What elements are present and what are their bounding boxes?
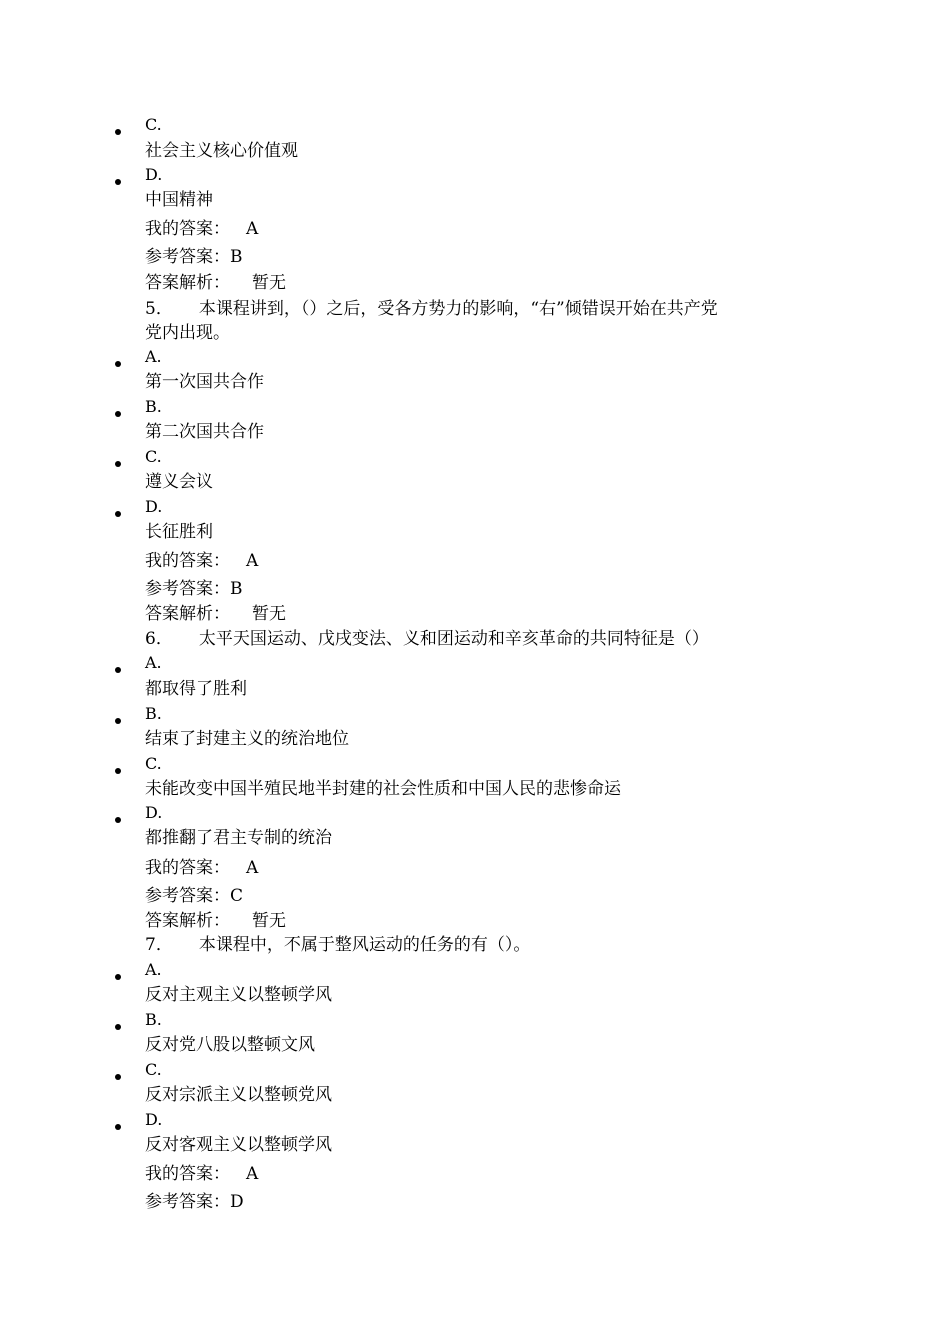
list-bullet — [115, 461, 121, 467]
question-number: 7． — [145, 935, 173, 955]
option-text: 未能改变中国半殖民地半封建的社会性质和中国人民的悲惨命运 — [145, 779, 621, 799]
list-bullet — [115, 1124, 121, 1130]
analysis-value: 暂无 — [252, 604, 286, 624]
option-text: 反对宗派主义以整顿党风 — [145, 1085, 332, 1105]
my-answer-row — [145, 550, 258, 572]
list-bullet — [115, 129, 121, 135]
option-letter: D. — [145, 165, 163, 184]
ref-answer-label: 参考答案： — [145, 247, 230, 267]
analysis-value: 暂无 — [252, 273, 286, 293]
analysis-label: 答案解析： — [145, 911, 230, 931]
option-letter: C. — [145, 115, 162, 134]
ref-answer-label: 参考答案： — [145, 1192, 230, 1212]
ref-answer-row — [145, 1191, 244, 1213]
question-text: 本课程中，不属于整风运动的任务的有（）。 — [198, 935, 531, 955]
option-letter: B. — [145, 1010, 162, 1029]
ref-answer-row — [145, 578, 243, 600]
option-letter: B. — [145, 704, 162, 723]
list-bullet — [115, 411, 121, 417]
option-letter: D. — [145, 1110, 163, 1129]
option-text: 反对客观主义以整顿学风 — [145, 1135, 332, 1155]
option-letter: D. — [145, 803, 163, 822]
my-answer-label: 我的答案： — [145, 551, 230, 571]
analysis-label: 答案解析： — [145, 604, 230, 624]
option-text: 结束了封建主义的统治地位 — [145, 729, 349, 749]
option-text: 都取得了胜利 — [145, 679, 247, 699]
my-answer-label: 我的答案： — [145, 858, 230, 878]
my-answer-value: A — [246, 551, 259, 571]
my-answer-value: A — [246, 219, 259, 239]
option-text: 第二次国共合作 — [145, 422, 264, 442]
list-bullet — [115, 667, 121, 673]
option-text: 都推翻了君主专制的统治 — [145, 828, 332, 848]
my-answer-row — [145, 1163, 258, 1185]
list-bullet — [115, 361, 121, 367]
my-answer-value: A — [246, 858, 259, 878]
option-text: 反对主观主义以整顿学风 — [145, 985, 332, 1005]
my-answer-row — [145, 857, 258, 879]
list-bullet — [115, 974, 121, 980]
question-stem — [145, 628, 709, 650]
option-text: 社会主义核心价值观 — [145, 141, 298, 161]
ref-answer-value: D — [230, 1192, 244, 1212]
my-answer-value: A — [246, 1164, 259, 1184]
option-text: 反对党八股以整顿文风 — [145, 1035, 315, 1055]
option-text: 中国精神 — [145, 190, 213, 210]
ref-answer-label: 参考答案： — [145, 886, 230, 906]
option-letter: D. — [145, 497, 163, 516]
list-bullet — [115, 1024, 121, 1030]
list-bullet — [115, 1074, 121, 1080]
option-letter: B. — [145, 397, 162, 416]
option-letter: A. — [145, 347, 162, 366]
option-letter: A. — [145, 653, 162, 672]
list-bullet — [115, 511, 121, 517]
option-text: 长征胜利 — [145, 522, 213, 542]
list-bullet — [115, 179, 121, 185]
question-stem — [145, 934, 530, 956]
my-answer-label: 我的答案： — [145, 219, 230, 239]
option-letter: A. — [145, 960, 162, 979]
analysis-row — [145, 603, 286, 625]
ref-answer-row — [145, 885, 243, 907]
list-bullet — [115, 768, 121, 774]
ref-answer-value: C — [230, 886, 244, 906]
analysis-row — [145, 910, 286, 932]
question-text: 太平天国运动、戊戌变法、义和团运动和辛亥革命的共同特征是（） — [198, 629, 709, 649]
option-letter: C. — [145, 754, 162, 773]
analysis-row — [145, 272, 286, 294]
my-answer-label: 我的答案： — [145, 1164, 230, 1184]
question-stem-continued: 党内出现。 — [145, 323, 230, 343]
list-bullet — [115, 817, 121, 823]
option-letter: C. — [145, 447, 162, 466]
question-stem — [145, 298, 718, 320]
ref-answer-value: B — [230, 247, 243, 267]
option-text: 遵义会议 — [145, 472, 213, 492]
ref-answer-label: 参考答案： — [145, 579, 230, 599]
option-text: 第一次国共合作 — [145, 372, 264, 392]
my-answer-row — [145, 218, 258, 240]
question-number: 5． — [145, 299, 173, 319]
option-letter: C. — [145, 1060, 162, 1079]
question-text: 本课程讲到，（）之后，受各方势力的影响，“右”倾错误开始在共产党 — [198, 299, 718, 319]
analysis-value: 暂无 — [252, 911, 286, 931]
ref-answer-value: B — [230, 579, 243, 599]
analysis-label: 答案解析： — [145, 273, 230, 293]
ref-answer-row — [145, 246, 243, 268]
question-number: 6． — [145, 629, 173, 649]
list-bullet — [115, 718, 121, 724]
